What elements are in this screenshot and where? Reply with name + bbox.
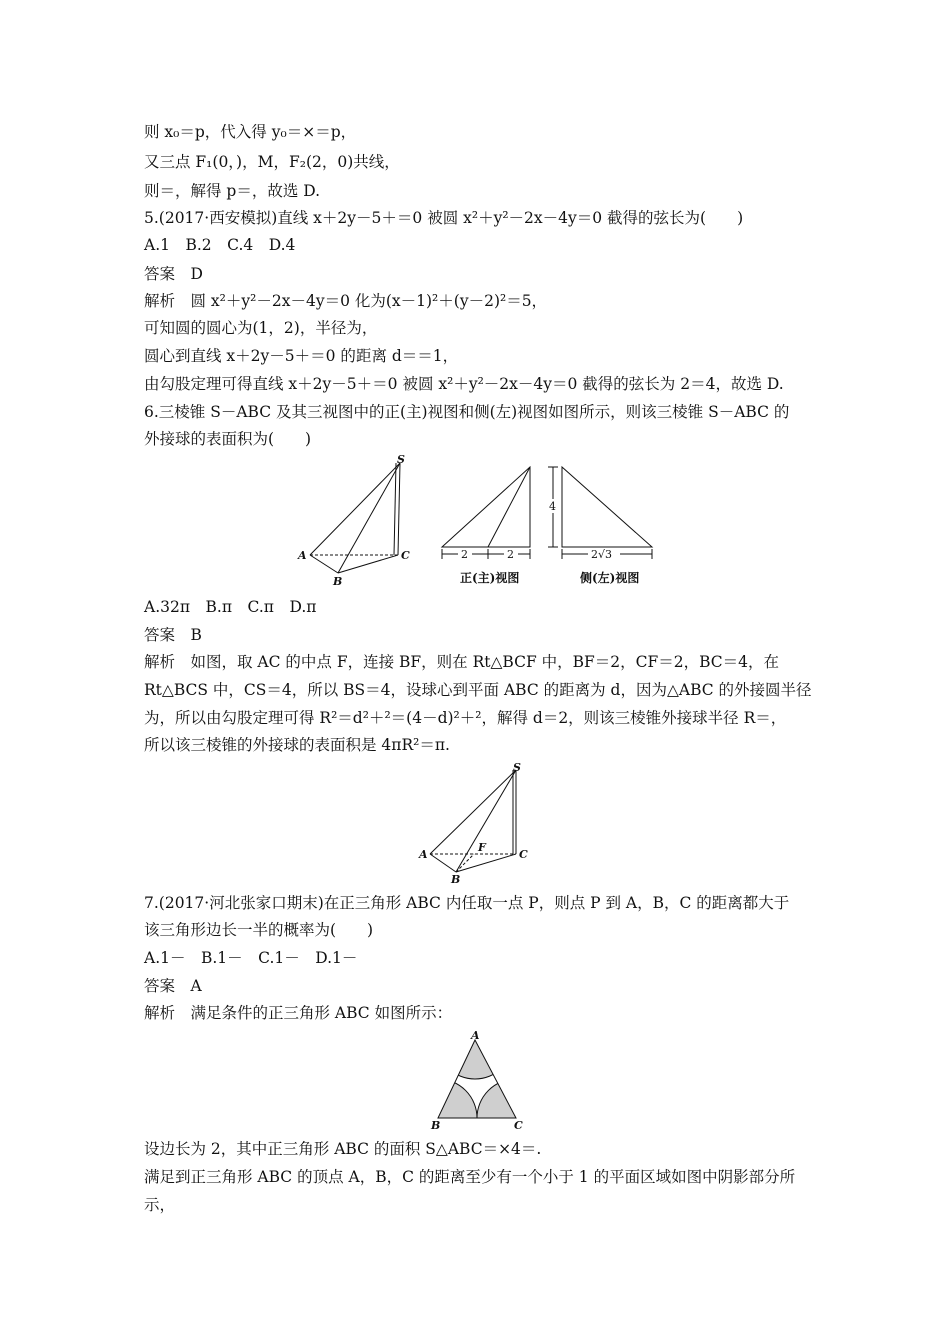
three-view-figure <box>290 455 670 595</box>
text-line: 则 x₀＝p，代入得 y₀＝×＝p， <box>144 123 357 141</box>
text-line: 又三点 F₁(0，)，M，F₂(2，0)共线， <box>144 153 400 171</box>
label-A: A <box>419 848 428 861</box>
edge-SC <box>398 463 400 555</box>
analysis-line: 可知圆的圆心为(1，2)，半径为， <box>144 319 378 337</box>
side-dim-height: 4 <box>549 500 556 513</box>
analysis-line: 示， <box>144 1196 176 1214</box>
label-S: S <box>513 762 521 774</box>
question-6-stem: 6.三棱锥 S－ABC 及其三视图中的正(主)视图和侧(左)视图如图所示，则该三棱锥 S－ABC 的 <box>144 403 790 421</box>
question-5-options: A.1 B.2 C.4 D.4 <box>144 236 296 254</box>
edge-SB <box>338 463 400 573</box>
edge-SC-outline <box>394 463 396 555</box>
front-dim-left: 2 <box>461 548 468 561</box>
analysis-line: 解析 圆 x²＋y²－2x－4y＝0 化为(x－1)²＋(y－2)²＝5， <box>144 292 548 310</box>
side-view-caption: 侧(左)视图 <box>580 571 640 585</box>
analysis-line: Rt△BCS 中，CS＝4，所以 BS＝4，设球心到平面 ABC 的距离为 d，因为△ABC 的外接圆半径 <box>144 681 812 699</box>
front-view-inner-line <box>488 467 530 547</box>
question-7-stem: 7.(2017·河北张家口期末)在正三角形 ABC 内任取一点 P，则点 P 到 A，B，C 的距离都大于 <box>144 894 790 912</box>
question-6-stem: 外接球的表面积为( ) <box>144 430 312 448</box>
question-7-stem: 该三角形边长一半的概率为( ) <box>144 921 374 939</box>
question-5-stem: 5.(2017·西安模拟)直线 x＋2y－5＋＝0 被圆 x²＋y²－2x－4y＝0 截得的弦长为( ) <box>144 209 744 227</box>
label-C: C <box>514 1119 523 1132</box>
analysis-line: 解析 满足条件的正三角形 ABC 如图所示： <box>144 1004 453 1022</box>
analysis-line: 设边长为 2，其中正三角形 ABC 的面积 S△ABC＝×4＝. <box>144 1140 542 1158</box>
front-view-triangle <box>442 467 530 547</box>
edge-AB <box>310 555 338 573</box>
label-C: C <box>519 848 528 861</box>
front-view-caption: 正(主)视图 <box>460 571 520 585</box>
equilateral-triangle-figure <box>428 1030 528 1134</box>
analysis-line: 解析 如图，取 AC 的中点 F，连接 BF，则在 Rt△BCF 中，BF＝2，CF＝2，BC＝4，在 <box>144 653 780 671</box>
side-view-triangle <box>562 467 652 547</box>
analysis-line: 由勾股定理可得直线 x＋2y－5＋＝0 被圆 x²＋y²－2x－4y＝0 截得的弦长为 2＝4，故选 D. <box>144 375 784 393</box>
side-dim-base: 2√3 <box>591 548 613 561</box>
front-dim-right: 2 <box>507 548 514 561</box>
analysis-line: 为，所以由勾股定理可得 R²＝d²＋²＝(4－d)²＋²，解得 d＝2，则该三棱锥外接球半径 R＝， <box>144 709 787 727</box>
label-B: B <box>431 1119 441 1132</box>
text-line: 则＝，解得 p＝，故选 D. <box>144 182 321 200</box>
answer-label: 答案 B <box>144 626 202 644</box>
analysis-line: 所以该三棱锥的外接球的表面积是 4πR²＝π. <box>144 736 450 754</box>
analysis-line: 满足到正三角形 ABC 的顶点 A，B，C 的距离至少有一个小于 1 的平面区域如图中阴影部分所 <box>144 1168 796 1186</box>
question-7-options: A.1－ B.1－ C.1－ D.1－ <box>144 949 358 967</box>
label-C: C <box>401 549 410 562</box>
pyramid-figure <box>418 762 538 888</box>
label-F: F <box>478 841 486 854</box>
label-A: A <box>298 549 307 562</box>
label-A: A <box>471 1030 480 1042</box>
question-6-options: A.32π B.π C.π D.π <box>144 598 317 616</box>
answer-label: 答案 A <box>144 977 202 995</box>
label-B: B <box>333 575 343 588</box>
label-S: S <box>397 455 405 466</box>
edge-SA <box>310 463 400 555</box>
label-B: B <box>451 873 461 886</box>
answer-label: 答案 D <box>144 265 203 283</box>
analysis-line: 圆心到直线 x＋2y－5＋＝0 的距离 d＝＝1， <box>144 347 459 365</box>
